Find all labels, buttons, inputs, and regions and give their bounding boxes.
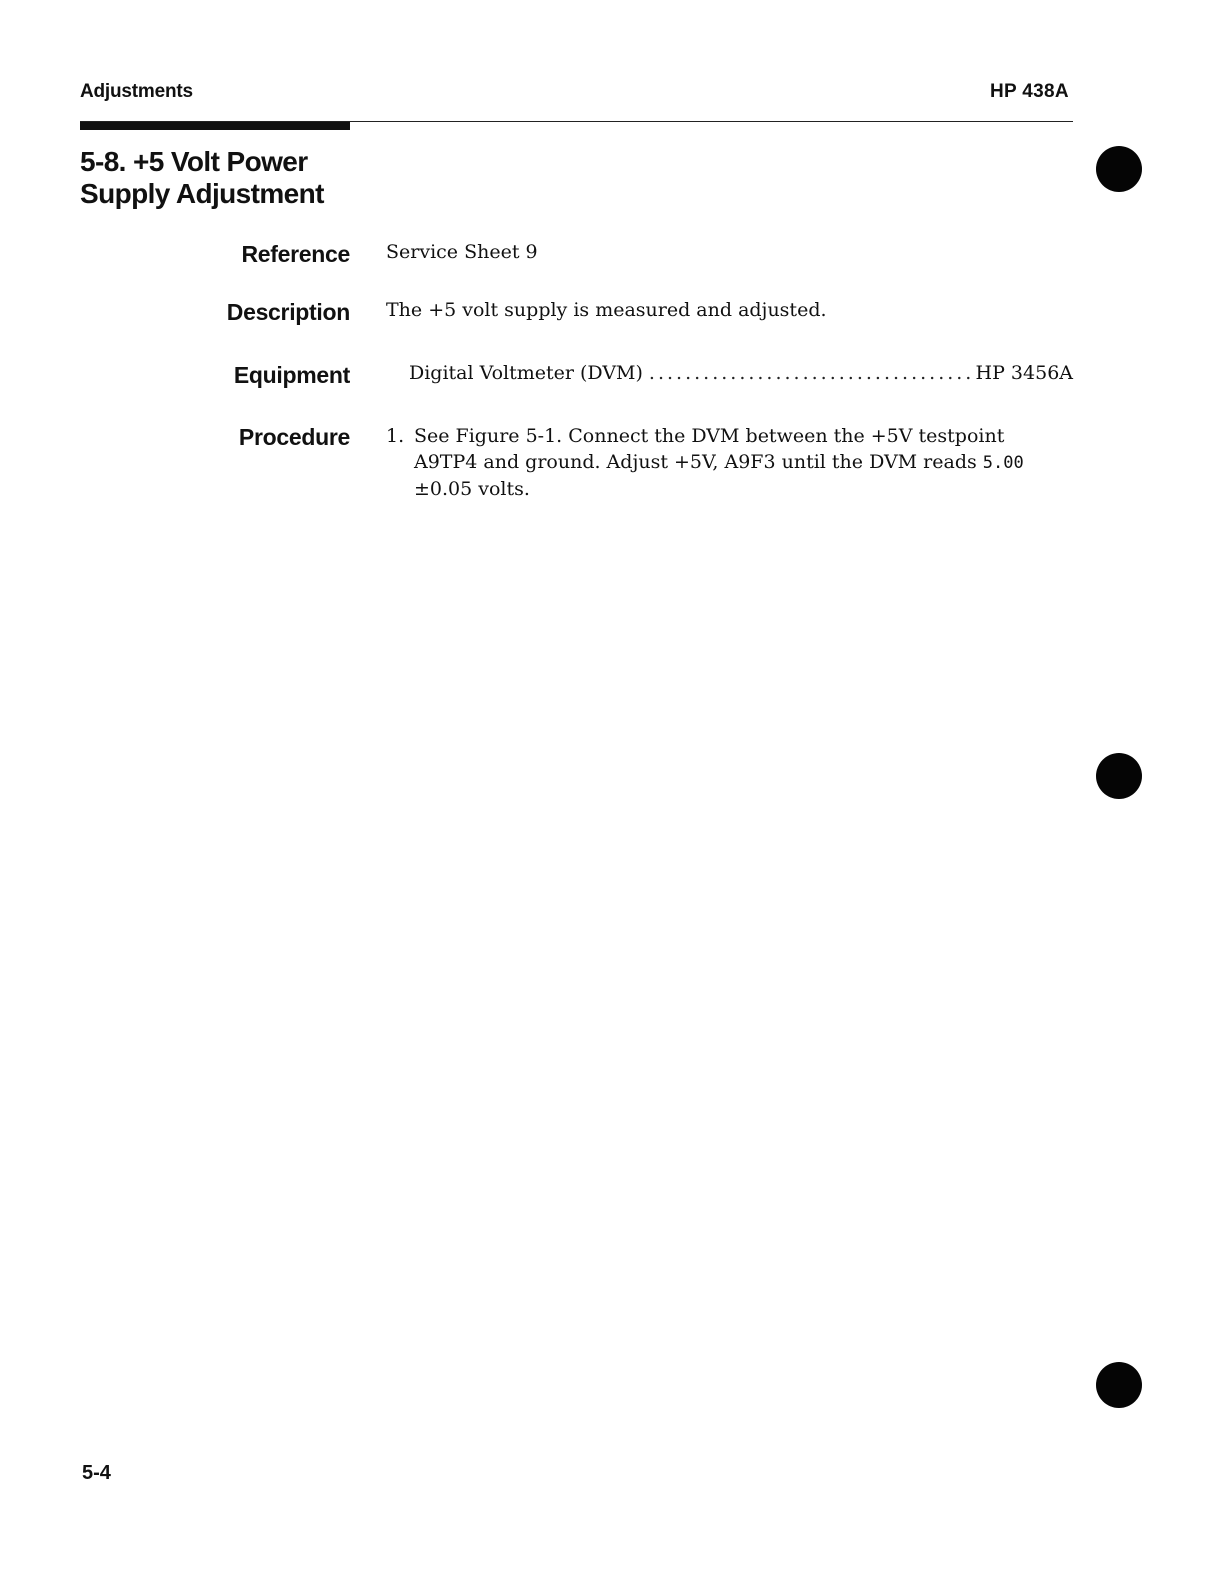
page-number: 5-4 [82, 1462, 111, 1484]
equipment-label: Equipment [233, 362, 350, 388]
section-title [80, 146, 324, 210]
equipment-name: Digital Voltmeter (DVM) [409, 362, 643, 384]
description-value: The +5 volt supply is measured and adjusted. [386, 299, 827, 321]
binder-hole-middle [1096, 753, 1142, 799]
manual-model: HP 438A [990, 81, 1069, 102]
step-line-2 [414, 449, 1076, 476]
procedure-label: Procedure [238, 424, 350, 450]
step-line-3: ±0.05 volts. [414, 478, 530, 500]
section-title-line-2: Supply Adjustment [80, 178, 324, 209]
step-number: 1. [386, 425, 405, 447]
voltage-reading: 5.00 [982, 453, 1024, 473]
binder-hole-bottom [1096, 1362, 1142, 1408]
reference-value: Service Sheet 9 [386, 241, 538, 263]
equipment-item [409, 362, 1073, 384]
leader-dots [649, 362, 970, 384]
description-label: Description [226, 299, 350, 325]
chapter-title: Adjustments [80, 81, 193, 102]
procedure-step [386, 423, 1076, 502]
step-line-2-text: A9TP4 and ground. Adjust +5V, A9F3 until the DVM reads [414, 451, 983, 473]
header-rule-accent [80, 122, 350, 130]
binder-hole-top [1096, 146, 1142, 192]
reference-label: Reference [241, 241, 350, 267]
step-line-1: See Figure 5-1. Connect the DVM between the +5V testpoint [414, 425, 1005, 447]
section-title-line-1: 5-8. +5 Volt Power [80, 146, 308, 177]
equipment-model: HP 3456A [975, 362, 1073, 384]
